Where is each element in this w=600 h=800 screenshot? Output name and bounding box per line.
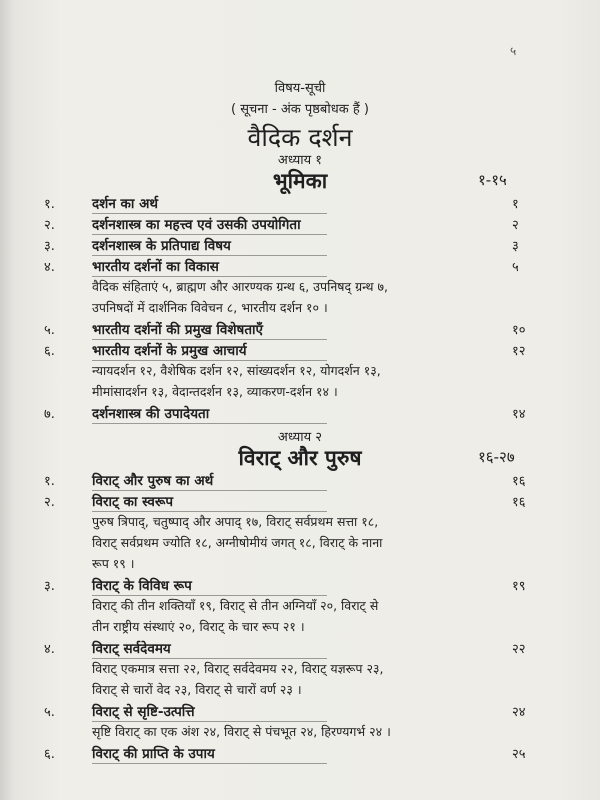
item-page-number: २ <box>512 218 519 233</box>
item-page-number: १६ <box>512 495 526 510</box>
item-page-number: ३ <box>512 239 519 254</box>
toc-entry-title[interactable]: भारतीय दर्शनों की प्रमुख विशेषताएँ <box>92 320 327 340</box>
chapter-label: अध्याय २ <box>277 430 323 445</box>
item-number: १. <box>44 474 55 489</box>
item-page-number: १९ <box>512 579 526 594</box>
item-subtopics: सृष्टि विराट् का एक अंश २४, विराट् से पंचभूत २४, हिरण्यगर्भ २४ । <box>92 724 391 739</box>
page-number: ५ <box>510 44 517 58</box>
item-page-number: १६ <box>512 474 526 489</box>
item-subtopics: रूप १९ । <box>92 556 135 571</box>
item-page-number: १ <box>512 197 519 212</box>
item-number: ५. <box>44 323 55 338</box>
item-number: ३. <box>44 239 55 254</box>
toc-entry-title[interactable]: विराट् की प्राप्ति के उपाय <box>92 744 327 764</box>
item-number: ३. <box>44 579 55 594</box>
chapter-title: विराट् और पुरुष <box>238 446 362 470</box>
chapter-title: भूमिका <box>272 169 328 193</box>
item-number: ७. <box>44 407 55 422</box>
item-page-number: २५ <box>512 747 526 762</box>
item-subtopics: विराट् सर्वप्रथम ज्योति १८, अग्नीषोमीयं जगत् १८, विराट् के नाना <box>92 535 383 550</box>
item-page-number: १२ <box>512 344 526 359</box>
item-subtopics: मीमांसादर्शन १३, वेदान्तदर्शन १३, व्याकरण-दर्शन १४ । <box>92 384 338 399</box>
item-number: ५. <box>44 705 55 720</box>
item-page-number: १० <box>512 323 526 338</box>
item-subtopics: पुरुष त्रिपाद्, चतुष्पाद् और अपाद् १७, विराट् सर्वप्रथम सत्ता १८, <box>92 514 379 529</box>
item-subtopics: न्यायदर्शन १२, वैशेषिक दर्शन १२, सांख्यदर्शन १२, योगदर्शन १३, <box>92 363 381 378</box>
item-number: १. <box>44 197 55 212</box>
contents-note: ( सूचना - अंक पृष्ठबोधक हैं ) <box>231 102 369 117</box>
item-number: ४. <box>44 642 55 657</box>
toc-entry-title[interactable]: भारतीय दर्शनों के प्रमुख आचार्य <box>92 341 327 361</box>
item-number: ६. <box>44 344 55 359</box>
toc-entry-title[interactable]: दर्शनशास्त्र की उपादेयता <box>92 404 327 424</box>
book-title: वैदिक दर्शन <box>247 123 353 152</box>
toc-entry-title[interactable]: दर्शनशास्त्र के प्रतिपाद्य विषय <box>92 236 327 256</box>
chapter-page-range: १६-२७ <box>478 448 515 466</box>
item-number: ६. <box>44 747 55 762</box>
item-subtopics: विराट् से चारों वेद २३, विराट् से चारों वर्ण २३ । <box>92 682 302 697</box>
item-subtopics: उपनिषदों में दार्शनिक विवेचन ८, भारतीय दर्शन १० । <box>92 300 328 315</box>
item-number: २. <box>44 218 55 233</box>
toc-entry-title[interactable]: विराट् के विविध रूप <box>92 576 327 596</box>
item-number: ४. <box>44 260 55 275</box>
item-subtopics: वैदिक संहिताएं ५, ब्राह्मण और आरण्यक ग्रन्थ ६, उपनिषद् ग्रन्थ ७, <box>92 279 388 294</box>
toc-entry-title[interactable]: विराट् से सृष्टि-उत्पत्ति <box>92 702 327 722</box>
item-page-number: २२ <box>512 642 526 657</box>
toc-entry-title[interactable]: विराट् और पुरुष का अर्थ <box>92 471 327 491</box>
toc-entry-title[interactable]: भारतीय दर्शनों का विकास <box>92 257 327 277</box>
chapter-page-range: १-१५ <box>478 171 507 189</box>
item-subtopics: तीन राष्ट्रीय संस्थाएं २०, विराट् के चार रूप २१ । <box>92 619 305 634</box>
chapter-label: अध्याय १ <box>277 153 323 168</box>
item-page-number: १४ <box>512 407 526 422</box>
item-page-number: ५ <box>512 260 519 275</box>
toc-entry-title[interactable]: विराट् का स्वरूप <box>92 492 327 512</box>
toc-entry-title[interactable]: दर्शनशास्त्र का महत्त्व एवं उसकी उपयोगिता <box>92 215 327 235</box>
item-subtopics: विराट् एकमात्र सत्ता २२, विराट् सर्वदेवमय २२, विराट् यज्ञरूप २३, <box>92 661 384 676</box>
item-page-number: २४ <box>512 705 526 720</box>
item-number: २. <box>44 495 55 510</box>
item-subtopics: विराट् की तीन शक्तियाँ १९, विराट् से तीन अग्नियाँ २०, विराट् से <box>92 598 379 613</box>
contents-heading: विषय-सूची <box>274 81 326 96</box>
toc-entry-title[interactable]: दर्शन का अर्थ <box>92 194 327 214</box>
toc-entry-title[interactable]: विराट् सर्वदेवमय <box>92 639 327 659</box>
